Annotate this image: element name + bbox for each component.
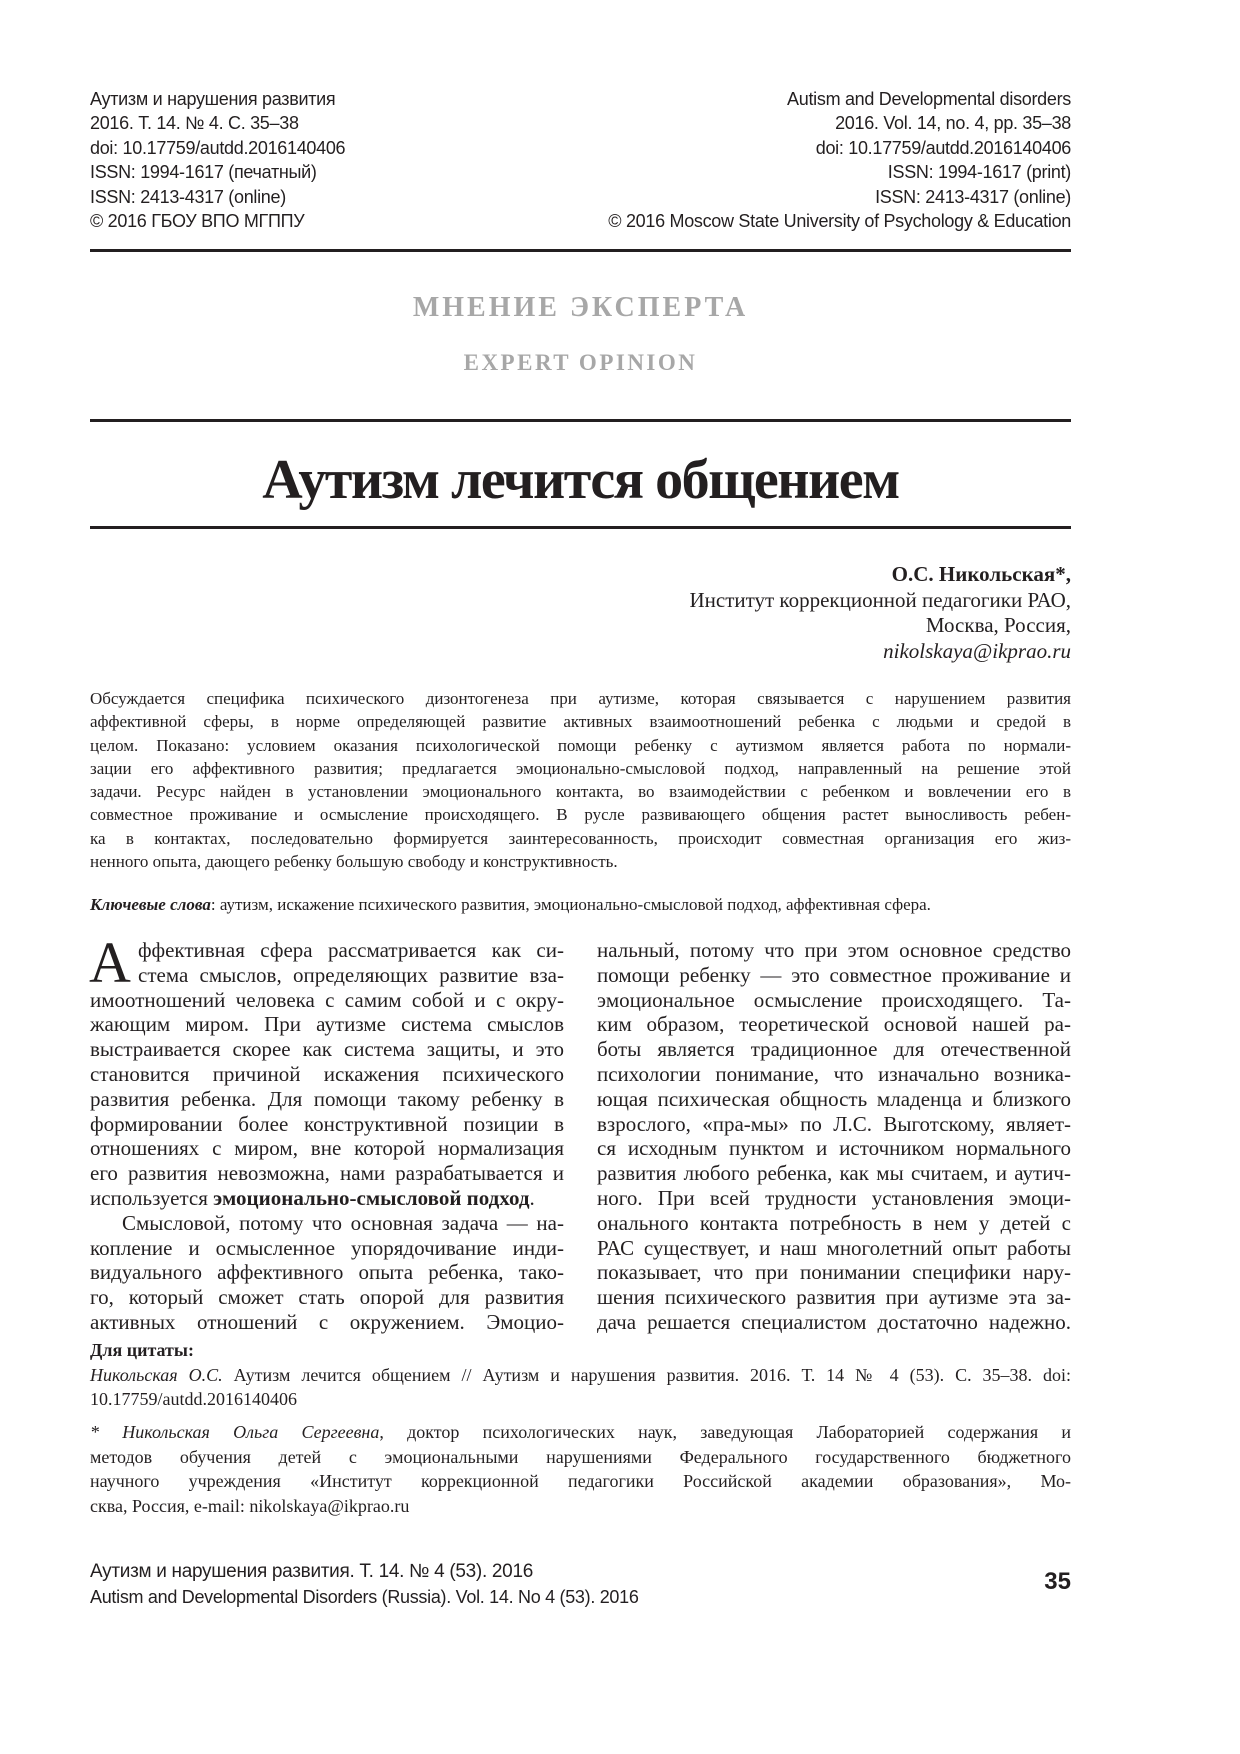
body-line: шения психического развития при аутизме эта за-	[597, 1285, 1071, 1310]
body-line: копление и осмысленное упорядочивание инди-	[90, 1235, 564, 1260]
body-text: используется	[90, 1185, 214, 1210]
header-right-line: doi: 10.17759/autdd.2016140406	[815, 137, 1071, 158]
header-right-line: Autism and Developmental disorders	[787, 89, 1071, 109]
body-line: активных отношений с окружением. Эмоцио-	[90, 1309, 564, 1334]
citation-label: Для цитаты:	[90, 1340, 194, 1360]
page-number: 35	[1044, 1568, 1071, 1595]
author-city: Москва, Россия,	[925, 613, 1071, 637]
body-line: имоотношений человека с самим собой и с окру-	[90, 987, 564, 1012]
body-line: РАС существует, и наш многолетний опыт работы	[597, 1235, 1071, 1260]
journal-info-ru	[90, 87, 345, 233]
keywords-label: Ключевые слова	[90, 895, 211, 914]
footnote-line: научного учреждения «Институт коррекционной педагогики Российской академии образования», Мо-	[90, 1471, 1071, 1492]
footnote-line	[90, 1420, 1071, 1445]
body-line: жающим миром. При аутизме система смыслов	[90, 1012, 564, 1037]
abstract-line: целом. Показано: условием оказания психологической помощи ребенку с аутизмом является работа по нормали-	[90, 735, 1071, 755]
journal-info-en	[608, 87, 1071, 233]
body-line: отношениях с миром, вне которой нормализация	[90, 1136, 564, 1161]
drop-cap: А	[89, 930, 131, 995]
footnote-text: , доктор психологических наук, заведующая Лабораторией содержания и	[379, 1422, 1072, 1442]
header-right-line: ISSN: 2413-4317 (online)	[875, 186, 1071, 207]
abstract-line: аффективной сферы, в норме определяющей развитие активных взаимоотношений ребенка с людьми и средой в	[90, 712, 1071, 732]
body-line: ффективная сфера рассматривается как си-	[138, 938, 564, 962]
body-line: выстраивается скорее как система защиты, и это	[90, 1037, 564, 1062]
header-left-line: ISSN: 1994-1617 (печатный)	[90, 162, 317, 183]
body-column-left	[89, 930, 564, 1335]
header-left-line: ISSN: 2413-4317 (online)	[90, 186, 286, 207]
keywords-text: : аутизм, искажение психического развития, эмоционально-смысловой подход, аффективная сфера.	[210, 895, 931, 914]
body-line: ного. При всей трудности установления эмоци-	[597, 1185, 1071, 1210]
keywords	[90, 893, 1071, 916]
abstract-line: Обсуждается специфика психического дизонтогенеза при аутизме, которая связывается с нарушением развития	[90, 689, 1071, 708]
section-heading-ru: МНЕНИЕ ЭКСПЕРТА	[412, 292, 749, 323]
footer-journal	[90, 1559, 639, 1609]
footnote-line: сква, Россия, e-mail: nikolskaya@ikprao.ru	[90, 1495, 410, 1516]
body-line: эмоциональное осмысление происходящего. Та-	[597, 987, 1071, 1012]
abstract-line: совместное проживание и осмысление происходящего. В русле развивающего общения растет выносливость ребен-	[90, 805, 1071, 825]
body-line: его развития невозможна, нами разрабатывается и	[90, 1161, 564, 1186]
body-line: психологии понимание, что изначально возника-	[597, 1061, 1071, 1086]
header-rule	[90, 249, 1071, 252]
header-right-line: ISSN: 1994-1617 (print)	[887, 162, 1071, 183]
body-line: ким образом, теоретической основой нашей ра-	[597, 1012, 1071, 1037]
author-email[interactable]: nikolskaya@ikprao.ru	[883, 638, 1071, 663]
header-right-line: 2016. Vol. 14, no. 4, pp. 35–38	[835, 113, 1071, 134]
body-line: нальный, потому что при этом основное средство	[597, 938, 1071, 962]
abstract	[90, 687, 1071, 873]
article-title: Аутизм лечится общением	[262, 449, 899, 511]
body-text: .	[529, 1185, 535, 1210]
title-bottom-rule	[90, 526, 1071, 529]
body-line	[90, 1186, 564, 1211]
body-line: боты является традиционное для отечественной	[597, 1037, 1071, 1062]
body-line: развития любого ребенка, как мы считаем, и аутич-	[597, 1161, 1071, 1186]
citation-doi[interactable]: 10.17759/autdd.2016140406	[90, 1389, 297, 1410]
abstract-line: зации его аффективного развития; предлагается эмоционально-смысловой подход, направленный на решение этой	[90, 758, 1071, 778]
footer-ru: Аутизм и нарушения развития. Т. 14. № 4 (53). 2016	[90, 1561, 533, 1582]
body-column-right	[597, 938, 1071, 1335]
body-line: видуального аффективного опыта ребенка, тако-	[90, 1260, 564, 1285]
author-footnote	[90, 1420, 1071, 1518]
citation-author: Никольская О.С.	[90, 1364, 223, 1385]
footnote-name: * Никольская Ольга Сергеевна	[90, 1422, 380, 1442]
body-line: ющая психическая общность младенца и близкого	[597, 1086, 1071, 1111]
abstract-line: задачи. Ресурс найден в установлении эмоционального контакта, во взаимодействии с ребенком и вовлечении его в	[90, 782, 1071, 802]
body-line: дача решается специалистом достаточно надежно.	[597, 1309, 1071, 1334]
body-line: показывает, что при понимании специфики нару-	[597, 1260, 1071, 1285]
body-line: ся исходным пунктом и источником нормального	[597, 1136, 1071, 1161]
citation-text: Аутизм лечится общением // Аутизм и нарушения развития. 2016. Т. 14 № 4 (53). С. 35–38. doi:	[222, 1364, 1071, 1385]
header-right-line: © 2016 Moscow State University of Psychology & Education	[608, 211, 1071, 232]
header-left-line: 2016. Т. 14. № 4. С. 35–38	[90, 113, 299, 134]
abstract-line: ка в контактах, последовательно формируется заинтересованность, происходит совместная организация его жиз-	[90, 828, 1071, 848]
author-name: О.С. Никольская*,	[891, 562, 1071, 586]
abstract-line: ненного опыта, дающего ребенку большую свободу и конструктивность.	[90, 852, 618, 872]
body-line: го, который сможет стать опорой для развития	[90, 1285, 564, 1310]
author-affiliation: Институт коррекционной педагогики РАО,	[689, 587, 1071, 612]
citation-line	[90, 1363, 1071, 1388]
body-line: Смысловой, потому что основная задача — на-	[122, 1210, 564, 1235]
body-line: стема смыслов, определяющих развитие вза-	[138, 962, 564, 987]
footnote-line: методов обучения детей с эмоциональными нарушениями Федерального государственного бюджетного	[90, 1446, 1071, 1467]
author-block	[689, 562, 1071, 664]
body-line: становится причиной искажения психического	[90, 1061, 564, 1086]
section-heading-en: EXPERT OPINION	[463, 350, 698, 375]
header-left-line: © 2016 ГБОУ ВПО МГППУ	[90, 211, 305, 232]
header-left-line: doi: 10.17759/autdd.2016140406	[90, 137, 346, 158]
body-line: онального контакта потребность в нем у детей с	[597, 1210, 1071, 1235]
body-line: формировании более конструктивной позиции в	[90, 1111, 564, 1136]
header-left-line: Аутизм и нарушения развития	[90, 89, 336, 109]
body-line: взрослого, «пра-мы» по Л.С. Выготскому, являет-	[597, 1111, 1071, 1136]
body-line: помощи ребенку — это совместное проживание и	[597, 962, 1071, 987]
footer-en: Autism and Developmental Disorders (Russia). Vol. 14. No 4 (53). 2016	[90, 1587, 639, 1607]
body-line: развития ребенка. Для помощи такому ребенку в	[90, 1086, 564, 1111]
bold-phrase: эмоционально-смысловой подход	[213, 1185, 530, 1210]
title-top-rule	[90, 419, 1071, 422]
citation-block	[90, 1338, 1071, 1412]
